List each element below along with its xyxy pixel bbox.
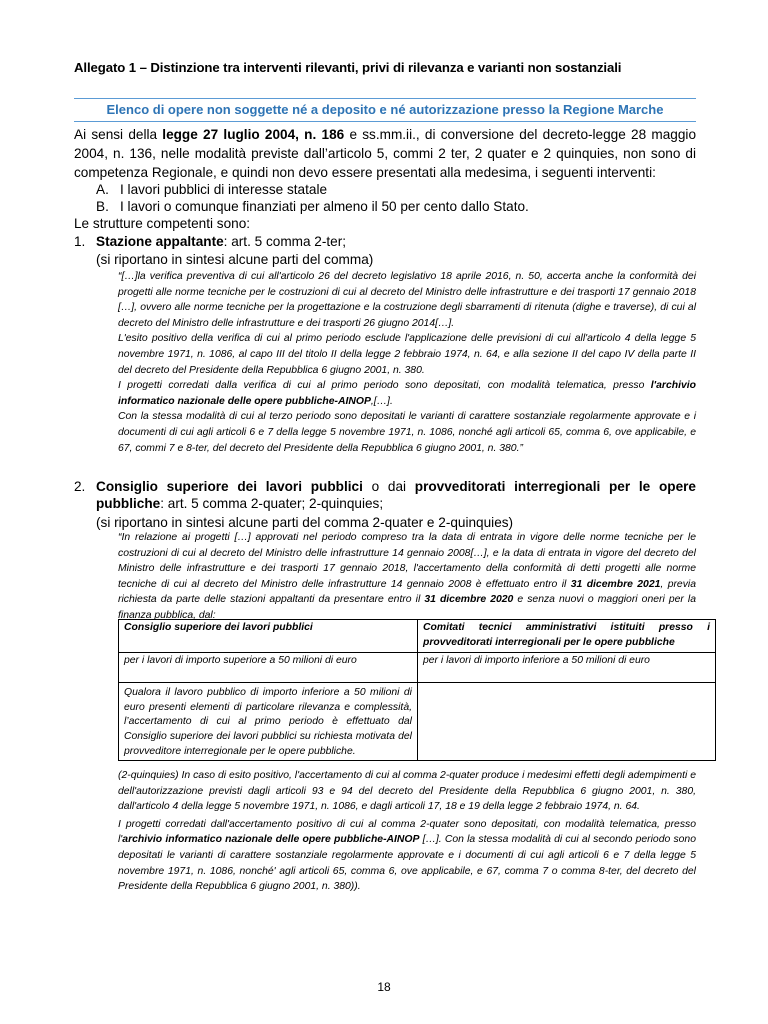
table-cell: per i lavori di importo inferiore a 50 milioni di euro <box>418 653 716 683</box>
item-1-title-rest: : art. 5 comma 2-ter; <box>223 234 347 249</box>
item-2-title-2: provveditorati interregionali per le opere pubbliche <box>96 479 696 511</box>
intro-suffix: e ss.mm.ii., di conversione del decreto-legge 28 maggio 2004, n. 136, nelle modalità previste dall’articolo 5, commi 2 ter, 2 quater e 2 quinquies, non sono di competenza Regionale, e quindi non devo essere presentati alla medesima, i seguenti interventi: <box>74 127 697 180</box>
intro-paragraph <box>74 125 696 182</box>
list-item <box>96 198 529 215</box>
annex-title: Allegato 1 – Distinzione tra interventi rilevanti, privi di rilevanza e varianti non sostanziali <box>74 60 622 75</box>
item-2-after-table <box>118 768 696 895</box>
item-2-note: (si riportano in sintesi alcune parti del comma 2-quater e 2-quinquies) <box>96 515 514 530</box>
item-1-quote <box>118 269 696 456</box>
letter-list <box>96 181 529 215</box>
item-1-title: Stazione appaltante <box>96 234 224 249</box>
deadline-date: 31 dicembre 2020 <box>424 594 514 606</box>
list-item <box>96 181 529 198</box>
intro-prefix: Ai sensi della <box>74 127 163 142</box>
table-cell <box>418 683 716 761</box>
quote-paragraph <box>118 378 696 409</box>
item-2-heading <box>74 478 696 512</box>
quote-paragraph <box>118 817 696 895</box>
quote-text: e senza nuovi o maggiori oneri per la finanza pubblica, dal: <box>118 594 696 621</box>
list-text: I lavori o comunque finanziati per almeno il 50 per cento dallo Stato. <box>120 199 529 214</box>
table-header-cell: Comitati tecnici amministrativi istituiti presso i provveditorati interregionali per le opere pubbliche <box>418 620 716 653</box>
quote-text: ,[…]. <box>370 395 393 407</box>
item-2-title-1: Consiglio superiore dei lavori pubblici <box>96 479 363 494</box>
item-2-quote <box>118 530 696 624</box>
quote-text: […]. Con la stessa modalità di cui al secondo periodo sono depositati le varianti di carattere sostanziale regolarmente approvate e i documenti di cui agli articoli 6 e 7 della legge 5 novembre 1971, n. 1086, nonché' agli articoli 65, comma 6, ove applicabile, e 67, comma 7 o comma 8-ter, del decreto del Presidente della Repubblica 6 giugno 2001, n. 380)). <box>118 834 696 893</box>
section-header <box>74 98 696 122</box>
item-number: 2. <box>74 479 86 494</box>
quote-bold-text: archivio informatico nazionale delle opere pubbliche-AINOP <box>122 834 420 846</box>
item-2-title-rest: : art. 5 comma 2-quater; 2-quinquies; <box>160 496 384 511</box>
competence-table <box>118 619 716 761</box>
table-cell: per i lavori di importo superiore a 50 milioni di euro <box>119 653 418 683</box>
table-header-cell: Consiglio superiore dei lavori pubblici <box>119 620 418 653</box>
item-1-note: (si riportano in sintesi alcune parti del comma) <box>96 252 374 267</box>
list-marker: B. <box>96 199 109 214</box>
table-row <box>119 620 716 653</box>
quote-text: , previa richiesta da parte delle stazioni appaltanti da presentare entro il <box>118 578 696 606</box>
item-1-heading <box>74 233 696 250</box>
quote-bold-text: l'archivio informatico nazionale delle opere pubbliche-AINOP <box>118 380 696 407</box>
quote-paragraph: (2-quinquies) In caso di esito positivo, l'accertamento di cui al comma 2-quater produce i medesimi effetti degli adempimenti e dell'autorizzazione previsti dagli articoli 93 e 94 del decreto del Presidente della Repubblica 6 giugno 2001, n. 380, dall'articolo 4 della legge 5 novembre 1971, n. 1086, e dagli articoli 17, 18 e 19 della legge 2 febbraio 1974, n. 64. <box>118 770 696 813</box>
item-2-title-mid: o dai <box>362 479 415 494</box>
section-title: Elenco di opere non soggette né a deposito e né autorizzazione presso la Regione Marche <box>106 102 664 117</box>
intro-law: legge 27 luglio 2004, n. 186 <box>162 127 345 142</box>
deadline-date: 31 dicembre 2021 <box>570 578 661 590</box>
quote-paragraph: “[…]la verifica preventiva di cui all'articolo 26 del decreto legislativo 18 aprile 2016, n. 50, accerta anche la conformità dei progetti alle norme tecniche per le costruzioni di cui al decreto del Ministro delle infrastrutture e dei trasporti 17 gennaio 2018 […], ovvero alle norme tecniche per la progettazione e la costruzione degli sbarramenti di ritenuta (dighe e traverse), di cui al decreto del Ministro delle infrastrutture e dei trasporti 26 giugno 2014[…]. <box>118 271 696 329</box>
quote-text: I progetti corredati dalla verifica di cui al primo periodo sono depositati, con modalità telematica, presso <box>118 380 651 392</box>
competent-label: Le strutture competenti sono: <box>74 216 251 231</box>
quote-text: I progetti corredati dall'accertamento positivo di cui al comma 2-quater sono depositati, con modalità telematica, presso l' <box>118 818 696 846</box>
table-row <box>119 653 716 683</box>
quote-paragraph: Con la stessa modalità di cui al terzo periodo sono depositati le varianti di carattere sostanziale regolarmente approvate e i documenti di cui agli articoli 6 e 7 della legge 5 novembre 1971, n. 1086, nonché agli articoli 65, comma 6, ove applicabile, e 67, commi 7 e 8-ter, del decreto del Presidente della Repubblica 6 giugno 2001, n. 380.” <box>118 411 696 454</box>
quote-paragraph: L'esito positivo della verifica di cui al primo periodo esclude l'applicazione delle previsioni di cui all'articolo 4 della legge 5 novembre 1971, n. 1086, al capo III del titolo II della legge 2 febbraio 1974, n. 64, e alla sezione II del capo IV della parte II del decreto del Presidente della Repubblica 6 giugno 2001, n. 380. <box>118 333 696 376</box>
quote-text: “In relazione ai progetti […] approvati nel periodo compreso tra la data di entrata in vigore delle norme tecniche per le costruzioni di cui al decreto del Ministro delle infrastrutture 14 gennaio 2008[…], e la data di entrata in vigore del decreto del Ministro delle infrastrutture e dei trasporti 17 gennaio 2018, l'accertamento della conformità di detti progetti alle norme tecniche di cui al decreto del Ministro delle infrastrutture 14 gennaio 2008 è effettuato entro il <box>118 532 696 590</box>
quote-paragraph <box>118 530 696 624</box>
page-number: 18 <box>377 980 391 994</box>
table-cell: Qualora il lavoro pubblico di importo inferiore a 50 milioni di euro presenti elementi di particolare rilevanza e complessità, l’accertamento di cui al primo periodo è effettuato dal Consiglio superiore dei lavori pubblici su richiesta motivata del provveditore interregionale per le opere pubbliche. <box>119 683 418 761</box>
table-row <box>119 683 716 761</box>
list-marker: A. <box>96 182 109 197</box>
list-text: I lavori pubblici di interesse statale <box>120 182 328 197</box>
item-number: 1. <box>74 234 86 249</box>
